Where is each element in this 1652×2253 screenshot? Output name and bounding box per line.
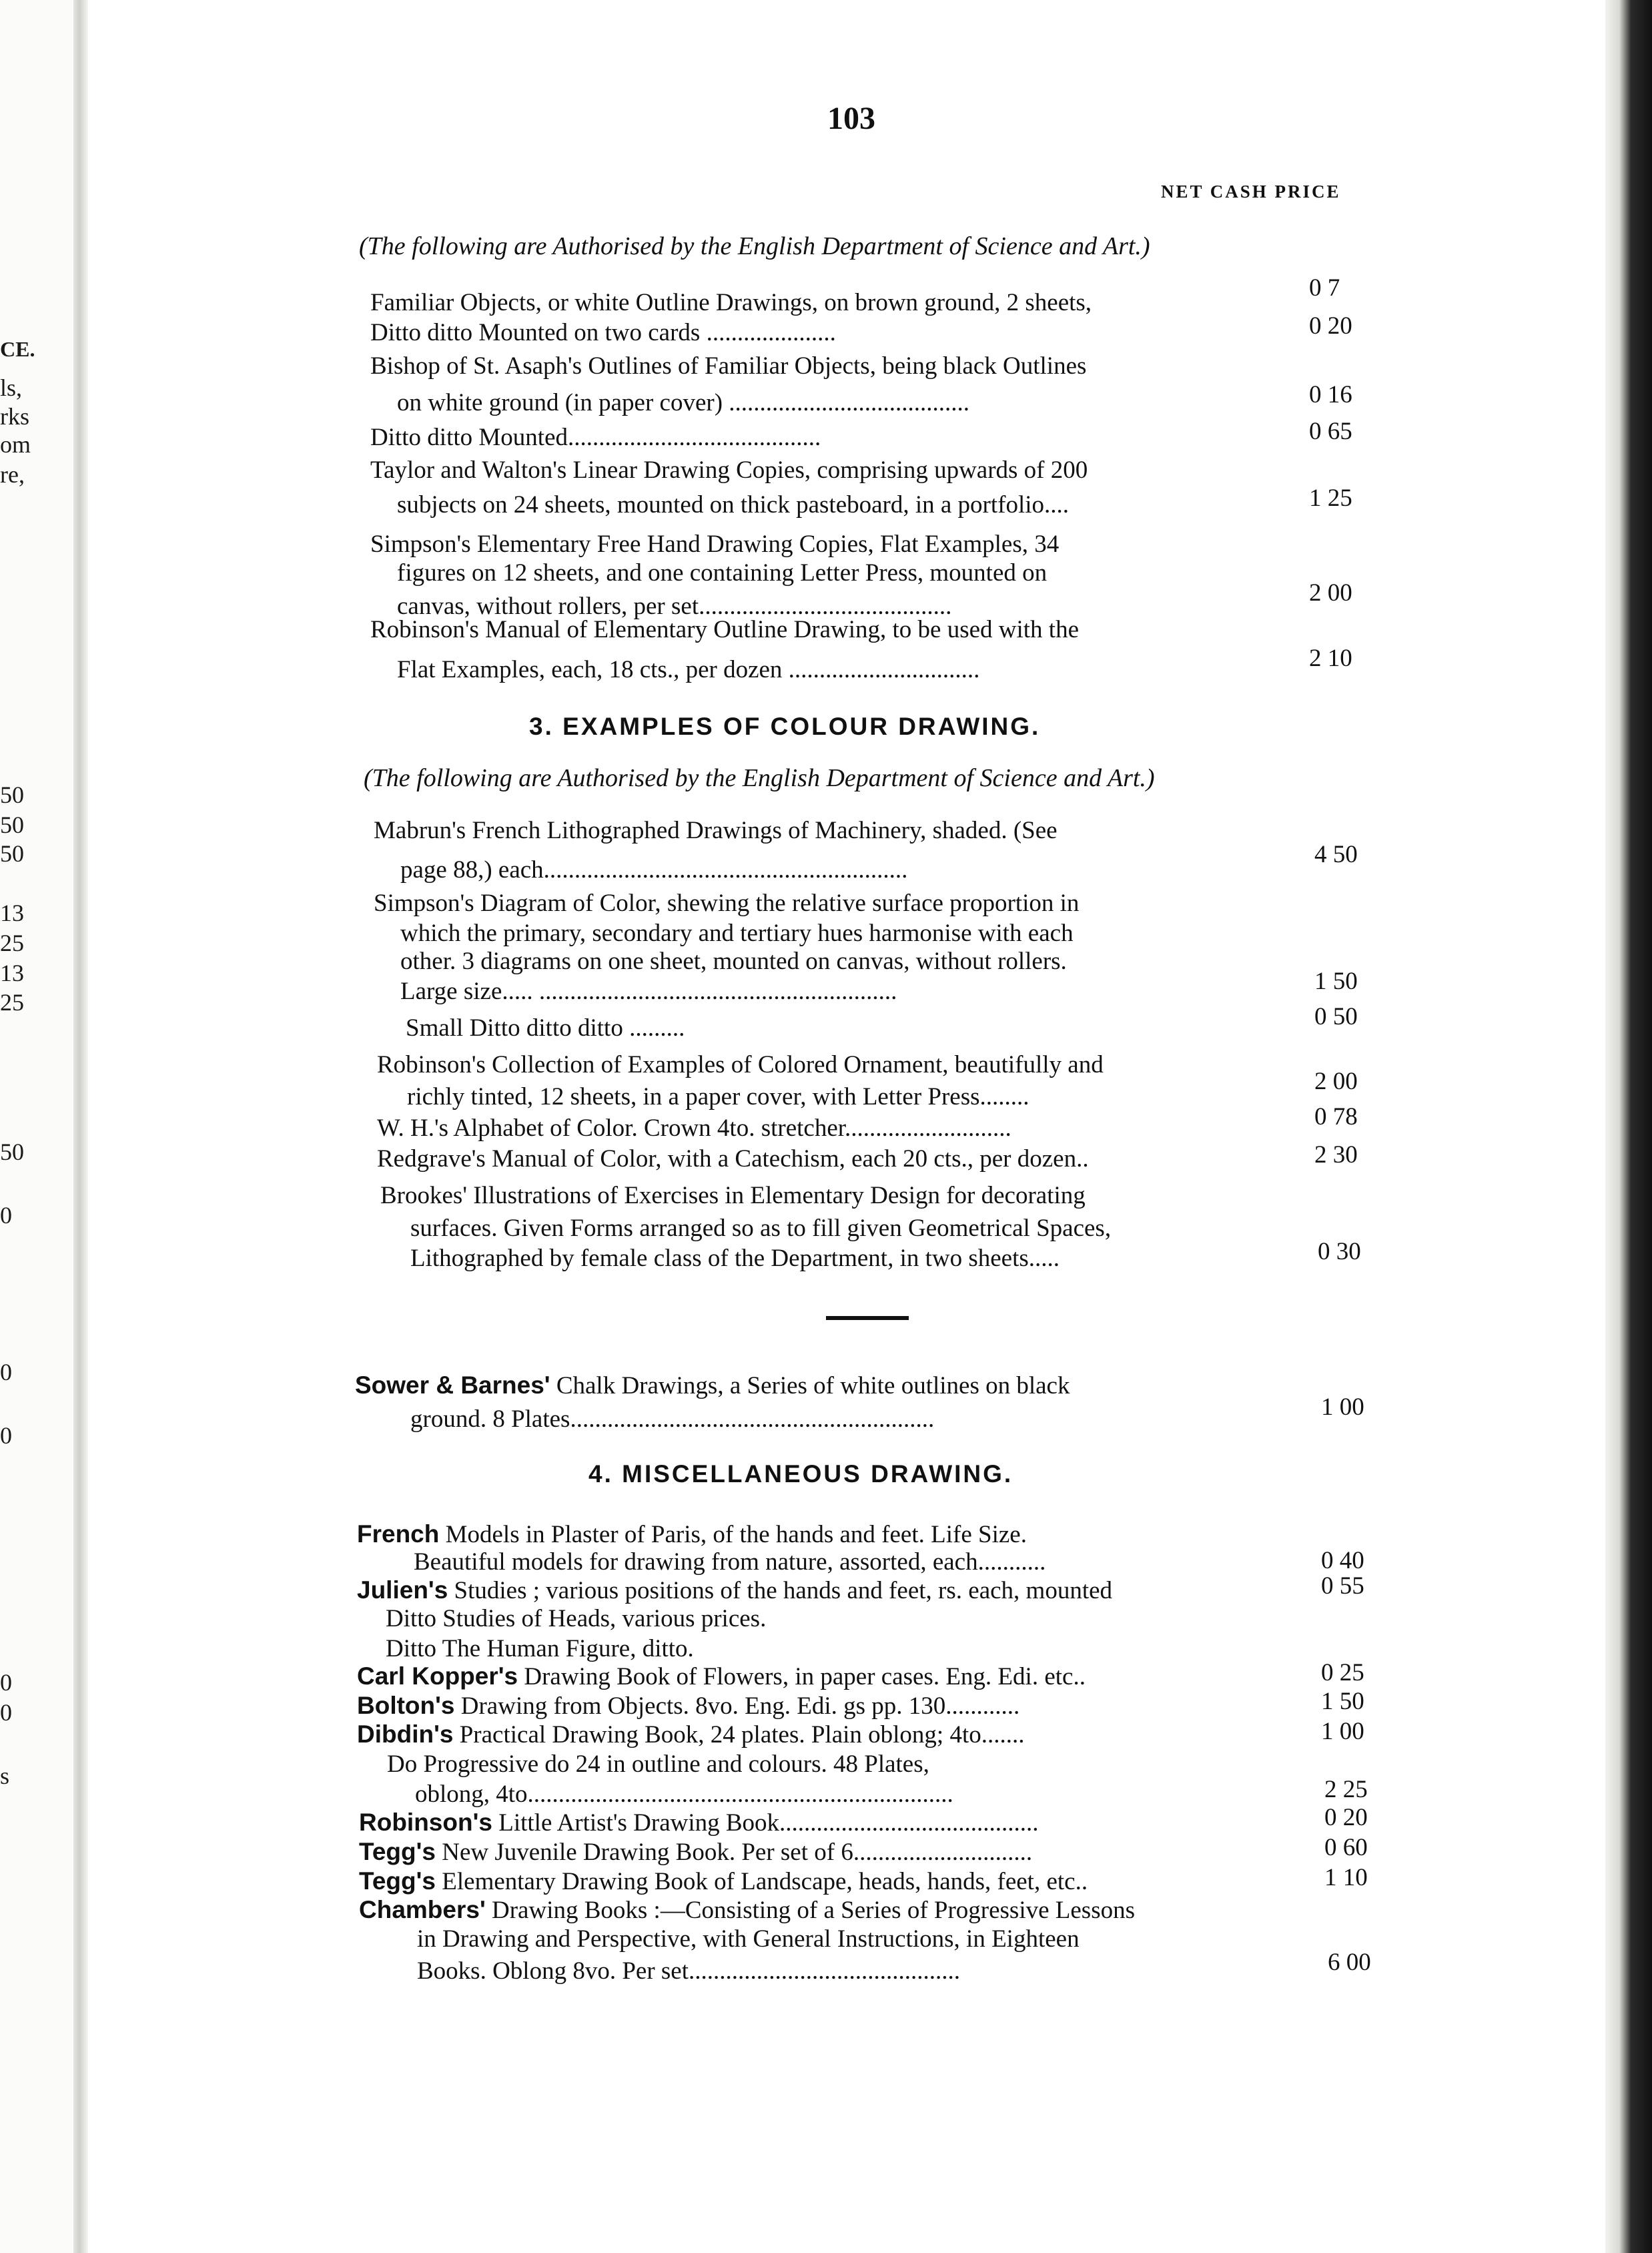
price: 0 60 <box>1324 1834 1368 1861</box>
catalog-line: Beautiful models for drawing from nature, assorted, each........... <box>414 1548 1046 1576</box>
catalog-line: Taylor and Walton's Linear Drawing Copies, comprising upwards of 200 <box>370 456 1088 484</box>
entry-text: Drawing Book of Flowers, in paper cases. Eng. Edi. etc.. <box>518 1663 1086 1690</box>
catalog-line: oblong, 4to..................................................................... <box>415 1781 953 1808</box>
catalog-line: Bishop of St. Asaph's Outlines of Familiar Objects, being black Outlines <box>370 352 1087 380</box>
price: 0 7 <box>1309 274 1340 302</box>
price: 2 30 <box>1314 1141 1358 1169</box>
page-right-edge <box>1605 0 1652 2253</box>
catalog-line: Do Progressive do 24 in outline and colours. 48 Plates, <box>387 1750 929 1778</box>
catalog-line: Familiar Objects, or white Outline Drawings, on brown ground, 2 sheets, <box>370 289 1092 316</box>
price: 0 65 <box>1309 418 1352 445</box>
left-page-fragment: s <box>0 1762 10 1789</box>
price: 1 00 <box>1321 1718 1364 1745</box>
catalog-line: Large size..... .......................................................... <box>400 978 897 1005</box>
catalog-line: Simpson's Elementary Free Hand Drawing Copies, Flat Examples, 34 <box>370 531 1060 558</box>
section-heading: 4. MISCELLANEOUS DRAWING. <box>588 1460 1013 1488</box>
catalog-line: Ditto Studies of Heads, various prices. <box>386 1605 767 1632</box>
catalog-line: other. 3 diagrams on one sheet, mounted on canvas, without rollers. <box>400 948 1067 975</box>
catalog-line: Robinson's Collection of Examples of Colored Ornament, beautifully and <box>377 1051 1104 1078</box>
catalog-line <box>357 1578 1112 1603</box>
catalog-line <box>357 1722 1025 1747</box>
left-page-fragment: CE. <box>0 337 35 361</box>
price: 0 50 <box>1314 1003 1358 1030</box>
publisher-name: Robinson's <box>359 1809 492 1836</box>
catalog-line <box>359 1869 1088 1894</box>
page-number: 103 <box>827 101 875 136</box>
book-spine <box>73 0 88 2253</box>
left-page-fragment: 50 <box>0 1139 24 1165</box>
price: 0 20 <box>1309 312 1352 340</box>
price: 4 50 <box>1314 841 1358 868</box>
catalog-line: canvas, without rollers, per set......................................... <box>397 593 952 620</box>
catalog-line: Books. Oblong 8vo. Per set............................................ <box>417 1957 960 1985</box>
catalog-line: which the primary, secondary and tertiary hues harmonise with each <box>400 920 1074 947</box>
price: 0 25 <box>1321 1659 1364 1686</box>
entry-text: New Juvenile Drawing Book. Per set of 6............................. <box>436 1839 1033 1866</box>
catalog-line <box>357 1522 1027 1547</box>
publisher-name: Dibdin's <box>357 1720 454 1748</box>
left-page-fragment: 0 <box>0 1699 12 1726</box>
catalog-line: ground. 8 Plates........................................................... <box>410 1405 935 1433</box>
price: 1 50 <box>1314 968 1358 995</box>
left-page-fragment: re, <box>0 461 25 488</box>
left-page-fragment: ls, <box>0 374 23 401</box>
entry-text: Elementary Drawing Book of Landscape, heads, hands, feet, etc.. <box>436 1868 1088 1895</box>
catalog-line <box>357 1693 1019 1718</box>
publisher-name: Carl Kopper's <box>357 1662 518 1690</box>
catalog-line: Ditto The Human Figure, ditto. <box>386 1635 694 1662</box>
catalog-line: Flat Examples, each, 18 cts., per dozen ............................... <box>397 656 980 683</box>
price: 0 55 <box>1321 1572 1364 1600</box>
catalog-line: Lithographed by female class of the Department, in two sheets..... <box>410 1245 1060 1272</box>
left-page-fragment: 50 <box>0 812 24 838</box>
entry-text: Chalk Drawings, a Series of white outlines on black <box>550 1372 1070 1399</box>
left-page-fragment: 13 <box>0 960 24 986</box>
publisher-name: French <box>357 1520 440 1548</box>
catalog-line: Small Ditto ditto ditto ......... <box>406 1014 685 1042</box>
authorised-note: (The following are Authorised by the English Department of Science and Art.) <box>359 232 1150 260</box>
section-heading: 3. EXAMPLES OF COLOUR DRAWING. <box>529 713 1041 740</box>
catalog-line <box>359 1810 1039 1835</box>
price: 0 30 <box>1318 1238 1361 1265</box>
price: 0 20 <box>1324 1804 1368 1831</box>
left-page-fragment: 25 <box>0 989 24 1016</box>
catalog-line: page 88,) each........................................................... <box>400 856 908 884</box>
catalog-line: figures on 12 sheets, and one containing Letter Press, mounted on <box>397 559 1048 587</box>
section-divider <box>826 1316 909 1320</box>
left-page-fragment: 0 <box>0 1422 12 1449</box>
publisher-name: Tegg's <box>359 1838 436 1865</box>
price: 6 00 <box>1328 1949 1371 1976</box>
price: 0 40 <box>1321 1547 1364 1574</box>
catalog-line: subjects on 24 sheets, mounted on thick pasteboard, in a portfolio.... <box>397 491 1070 519</box>
catalog-line: on white ground (in paper cover) ....................................... <box>397 389 970 416</box>
price: 2 25 <box>1324 1776 1368 1803</box>
catalog-line: Ditto ditto Mounted......................................... <box>370 424 821 451</box>
left-page-fragment: om <box>0 431 31 458</box>
publisher-name: Tegg's <box>359 1867 436 1895</box>
left-page-fragment: 25 <box>0 930 24 956</box>
entry-text: Little Artist's Drawing Book.......................................... <box>492 1809 1039 1837</box>
left-page-fragment: rks <box>0 403 29 430</box>
price: 0 16 <box>1309 381 1352 408</box>
publisher-name: Bolton's <box>357 1692 455 1719</box>
price: 0 78 <box>1314 1103 1358 1131</box>
left-page-fragment: 0 <box>0 1669 12 1696</box>
catalog-line <box>357 1664 1086 1689</box>
net-cash-price-header: NET CASH PRICE <box>1161 182 1341 202</box>
publisher-name: Julien's <box>357 1576 448 1604</box>
catalog-line: Mabrun's French Lithographed Drawings of Machinery, shaded. (See <box>374 817 1058 844</box>
left-page-fragment: 0 <box>0 1202 12 1229</box>
price: 2 10 <box>1309 645 1352 672</box>
left-page-fragment: 50 <box>0 840 24 867</box>
entry-text: Drawing from Objects. 8vo. Eng. Edi. gs pp. 130............ <box>454 1692 1020 1720</box>
publisher-name: Sower & Barnes' <box>355 1371 550 1399</box>
entry-text: Models in Plaster of Paris, of the hands and feet. Life Size. <box>439 1521 1027 1548</box>
catalog-line: Ditto ditto Mounted on two cards ..................... <box>370 319 836 346</box>
catalog-line: Brookes' Illustrations of Exercises in Elementary Design for decorating <box>380 1182 1086 1209</box>
price: 2 00 <box>1309 579 1352 607</box>
catalog-line <box>359 1897 1135 1923</box>
left-page-fragment: 13 <box>0 900 24 926</box>
catalog-line: W. H.'s Alphabet of Color. Crown 4to. stretcher........................... <box>377 1114 1011 1142</box>
entry-text: Drawing Books :—Consisting of a Series of Progressive Lessons <box>485 1897 1136 1924</box>
entry-text: Practical Drawing Book, 24 plates. Plain oblong; 4to....... <box>453 1721 1025 1748</box>
catalog-line: in Drawing and Perspective, with General Instructions, in Eighteen <box>417 1925 1080 1953</box>
catalog-line <box>359 1839 1032 1865</box>
left-page-fragment: 0 <box>0 1359 12 1385</box>
catalog-line <box>355 1373 1070 1398</box>
price: 1 00 <box>1321 1393 1364 1421</box>
catalog-line: Robinson's Manual of Elementary Outline Drawing, to be used with the <box>370 616 1079 643</box>
price: 1 25 <box>1309 485 1352 512</box>
catalog-line: surfaces. Given Forms arranged so as to fill given Geometrical Spaces, <box>410 1215 1112 1242</box>
catalog-line: richly tinted, 12 sheets, in a paper cover, with Letter Press........ <box>407 1083 1029 1110</box>
publisher-name: Chambers' <box>359 1896 486 1923</box>
catalog-line: Simpson's Diagram of Color, shewing the relative surface proportion in <box>374 890 1080 917</box>
price: 1 50 <box>1321 1688 1364 1715</box>
left-page-fragment: 50 <box>0 781 24 808</box>
price: 2 00 <box>1314 1068 1358 1095</box>
catalog-line: Redgrave's Manual of Color, with a Catechism, each 20 cts., per dozen.. <box>377 1145 1089 1173</box>
entry-text: Studies ; various positions of the hands and feet, rs. each, mounted <box>448 1577 1113 1604</box>
price: 1 10 <box>1324 1864 1368 1891</box>
authorised-note: (The following are Authorised by the English Department of Science and Art.) <box>364 764 1155 792</box>
